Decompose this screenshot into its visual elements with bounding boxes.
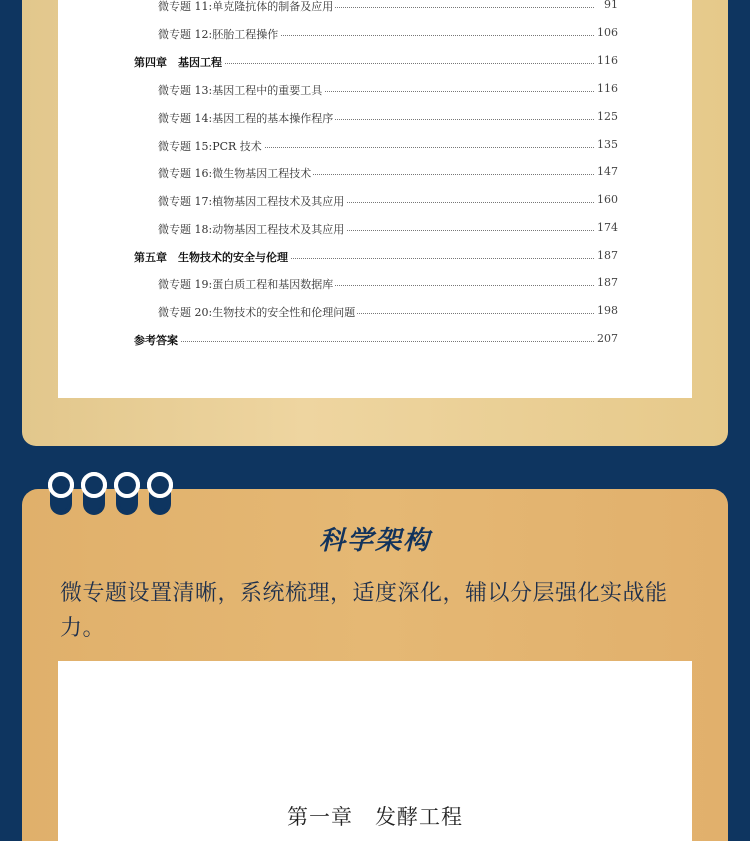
toc-row bbox=[58, 82, 692, 100]
toc-label: 微专题 14:基因工程的基本操作程序 bbox=[158, 112, 334, 125]
toc-page-number: 187 bbox=[597, 276, 618, 289]
toc-row bbox=[58, 0, 692, 16]
toc-page-number: 116 bbox=[597, 54, 618, 67]
chapter-heading: 第一章 发酵工程 bbox=[287, 805, 463, 829]
toc-row bbox=[58, 165, 692, 183]
ring-upper-halves bbox=[48, 472, 178, 500]
toc-label: 第五章 生物技术的安全与伦理 bbox=[134, 251, 288, 264]
toc-label: 微专题 18:动物基因工程技术及其应用 bbox=[158, 223, 345, 236]
toc-page-number: 174 bbox=[597, 221, 618, 234]
toc-page-number: 135 bbox=[597, 138, 618, 151]
toc-row bbox=[58, 193, 692, 211]
toc-page-number: 116 bbox=[597, 82, 618, 95]
toc-label: 微专题 16:微生物基因工程技术 bbox=[158, 167, 312, 180]
toc-leader-dots bbox=[134, 340, 594, 342]
toc-label: 微专题 11:单克隆抗体的制备及应用 bbox=[158, 0, 334, 13]
toc-label: 参考答案 bbox=[134, 334, 178, 347]
toc-page-number: 91 bbox=[604, 0, 618, 11]
toc-page-number: 187 bbox=[597, 249, 618, 262]
toc-row bbox=[58, 138, 692, 156]
toc-label: 微专题 20:生物技术的安全性和伦理问题 bbox=[158, 306, 356, 319]
toc-row bbox=[58, 221, 692, 239]
toc-row bbox=[58, 110, 692, 128]
toc-page-number: 207 bbox=[597, 332, 618, 345]
toc-row bbox=[58, 26, 692, 44]
toc-label: 微专题 15:PCR 技术 bbox=[158, 140, 262, 153]
toc-chapter-row bbox=[58, 249, 692, 267]
toc-chapter-row bbox=[58, 332, 692, 350]
toc-row bbox=[58, 304, 692, 322]
toc-label: 微专题 17:植物基因工程技术及其应用 bbox=[158, 195, 345, 208]
section-title: 科学架构 bbox=[318, 526, 431, 556]
toc-label: 微专题 13:基因工程中的重要工具 bbox=[158, 84, 323, 97]
toc-page bbox=[58, 0, 692, 398]
toc-chapter-row bbox=[58, 54, 692, 72]
toc-page-number: 106 bbox=[597, 26, 618, 39]
toc-page-number: 147 bbox=[597, 165, 618, 178]
toc-label: 微专题 19:蛋白质工程和基因数据库 bbox=[158, 278, 334, 291]
toc-page-number: 198 bbox=[597, 304, 618, 317]
toc-label: 微专题 12:胚胎工程操作 bbox=[158, 28, 279, 41]
section-description: 微专题设置清晰，系统梳理，适度深化，辅以分层强化实战能力。 bbox=[60, 581, 668, 641]
toc-label: 第四章 基因工程 bbox=[134, 56, 222, 69]
toc-row bbox=[58, 276, 692, 294]
toc-page-number: 160 bbox=[597, 193, 618, 206]
toc-page-number: 125 bbox=[597, 110, 618, 123]
